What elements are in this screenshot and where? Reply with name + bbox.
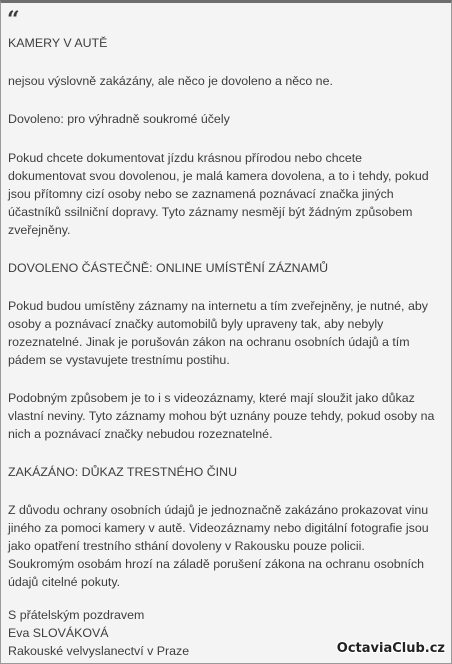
signature-org: Rakouské velvyslanectví v Praze [8, 644, 190, 658]
paragraph-videos: Podobným způsobem je to i s videozáznamy, které mají sloužit jako důkaz vlastní neviny. Tyto záznamy mohou být uznány pouze tehdy, pokud osoby na nich a poznávací značky nebudou rozeznatelné. [8, 391, 435, 441]
paragraph-partially-allowed: DOVOLENO ČÁSTEČNĚ: ONLINE UMÍSTĚNÍ ZÁZNAMŮ [8, 261, 329, 275]
paragraph-evidence: Z důvodu ochrany osobních údajů je jednoznačně zakázáno prokazovat vinu jiného za pomoci kamery v autě. Videozáznamy nebo digitální fotografie jsou jako opatření trestního sthání dovoleny v Rakousku pouze policii. Soukromým osobám hrozí na záladě porušení zákona na ochranu osobních údajů citelné pokuty. [8, 503, 429, 589]
paragraph-allowed: Dovoleno: pro výhradně soukromé účely [8, 112, 230, 126]
quote-mark-icon: “ [7, 7, 20, 33]
paragraph-intro: nejsou výslovně zakázány, ale něco je dovoleno a něco ne. [8, 74, 333, 88]
paragraph-forbidden: ZAKÁZÁNO: DŮKAZ TRESTNÉHO ČINU [8, 465, 238, 479]
paragraph-private-use: Pokud chcete dokumentovat jízdu krásnou přírodou nebo chcete dokumentovat svou dovolenou, je malá kamera dovolena, a to i tehdy, pokud jsou přítomny cizí osoby nebo se zaznamená poznávací značka jiných účastníků ssilniční dopravy. Tyto záznamy nesmějí být žádným způsobem zveřejněny. [8, 151, 429, 237]
paragraph-online: Pokud budou umístěny záznamy na internetu a tím zveřejněny, je nutné, aby osoby a poznávací značky automobilů byly upraveny tak, aby nebyly rozeznatelné. Jinak je porušován zákon na ochranu osobních údajů a tím pádem se vystavujete trestnímu postihu. [8, 299, 428, 367]
message-heading: KAMERY V AUTĚ [8, 36, 108, 50]
signature [8, 606, 189, 660]
signature-name: Eva SLOVÁKOVÁ [8, 626, 109, 640]
signature-greeting: S přátelským pozdravem [8, 608, 145, 622]
watermark-logo: OctaviaClub.cz [336, 641, 445, 656]
message-body [8, 34, 448, 591]
